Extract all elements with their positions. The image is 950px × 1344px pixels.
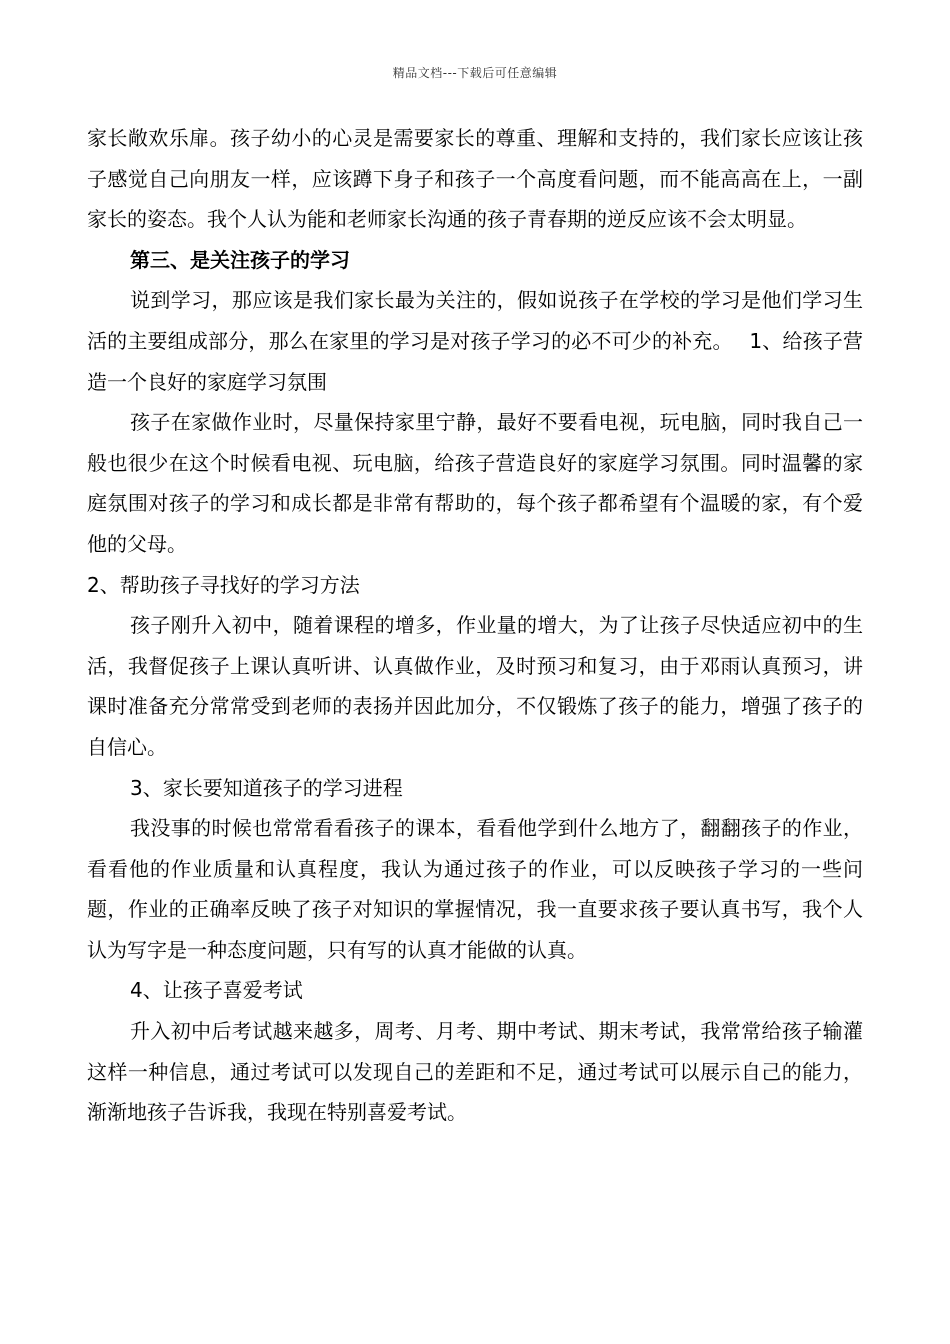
subheading-study-methods: 2、帮助孩子寻找好的学习方法 <box>87 572 360 597</box>
page-header-watermark: 精品文档---下载后可任意编辑 <box>392 66 558 80</box>
paragraph-home-atmosphere: 孩子在家做作业时，尽量保持家里宁静，最好不要看电视，玩电脑，同时我自己一般也很少在这个时候看电视、玩电脑，给孩子营造良好的家庭学习氛围。同时温馨的家庭氛围对孩子的学习和成长都是非常有帮助的，每个孩子都希望有个温暖的家，有个爱他的父母。 <box>87 410 863 556</box>
section-heading-3: 第三、是关注孩子的学习 <box>130 247 350 272</box>
document-body <box>87 118 863 1133</box>
paragraph-love-exams: 升入初中后考试越来越多，周考、月考、期中考试、期末考试，我常常给孩子输灌这样一种信息，通过考试可以发现自己的差距和不足，通过考试可以展示自己的能力，渐渐地孩子告诉我，我现在特别喜爱考试。 <box>87 1019 863 1125</box>
paragraph-learning-progress: 我没事的时候也常常看看孩子的课本，看看他学到什么地方了，翻翻孩子的作业，看看他的作业质量和认真程度，我认为通过孩子的作业，可以反映孩子学习的一些问题，作业的正确率反映了孩子对知识的掌握情况，我一直要求孩子要认真书写，我个人认为写字是一种态度问题，只有写的认真才能做的认真。 <box>87 816 863 962</box>
paragraph-learning-intro: 说到学习，那应该是我们家长最为关注的，假如说孩子在学校的学习是他们学习生活的主要组成部分，那么在家里的学习是对孩子学习的必不可少的补充。 1、给孩子营造一个良好的家庭学习氛围 <box>87 288 863 394</box>
subheading-love-exams: 4、让孩子喜爱考试 <box>130 978 303 1003</box>
paragraph-parent-respect: 家长敞欢乐扉。孩子幼小的心灵是需要家长的尊重、理解和支持的，我们家长应该让孩子感觉自己向朋友一样，应该蹲下身子和孩子一个高度看问题，而不能高高在上，一副家长的姿态。我个人认为能和老师家长沟通的孩子青春期的逆反应该不会太明显。 <box>87 126 863 232</box>
subheading-learning-progress: 3、家长要知道孩子的学习进程 <box>130 775 403 800</box>
paragraph-study-methods: 孩子刚升入初中，随着课程的增多，作业量的增大，为了让孩子尽快适应初中的生活，我督促孩子上课认真听讲、认真做作业，及时预习和复习，由于邓雨认真预习，讲课时准备充分常常受到老师的表扬并因此加分，不仅锻炼了孩子的能力，增强了孩子的自信心。 <box>87 613 863 759</box>
